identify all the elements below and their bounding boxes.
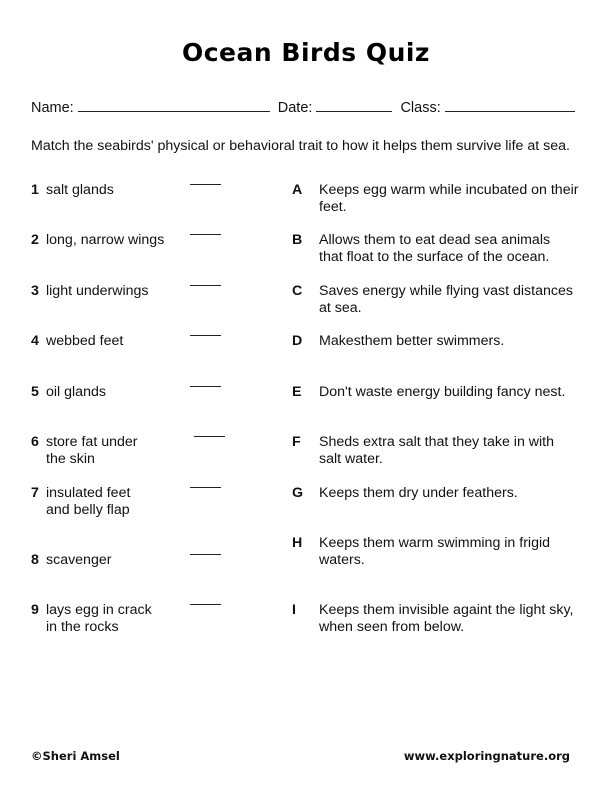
trait-number: 8 — [31, 552, 39, 568]
date-label: Date: — [277, 100, 313, 116]
class-field[interactable] — [445, 97, 575, 112]
answer-text: Keeps them invisible againt the light sky, when seen from below. — [319, 602, 574, 635]
trait-number: 6 — [31, 434, 39, 450]
answer-text: Don't waste energy building fancy nest. — [319, 384, 566, 400]
answer-letter: C — [292, 283, 303, 299]
date-field[interactable] — [316, 97, 392, 112]
answer-blank[interactable] — [190, 285, 221, 286]
answer-text: Allows them to eat dead sea animals that float to the surface of the ocean. — [319, 232, 551, 265]
trait-number: 2 — [31, 232, 39, 248]
answer-blank[interactable] — [190, 487, 221, 488]
answer-letter: G — [292, 485, 304, 501]
answer-text: Keeps them warm swimming in frigid waters. — [319, 535, 551, 568]
trait-number: 7 — [31, 485, 39, 501]
name-field[interactable] — [78, 97, 270, 112]
answer-blank[interactable] — [190, 604, 221, 605]
answer-letter: A — [292, 182, 303, 198]
answer-text: Makesthem better swimmers. — [319, 333, 505, 349]
trait-text: light underwings — [46, 283, 149, 299]
trait-number: 5 — [31, 384, 39, 400]
answer-text: Keeps egg warm while incubated on their feet. — [319, 182, 579, 215]
answer-letter: I — [292, 602, 296, 618]
trait-text: oil glands — [46, 384, 106, 400]
answer-text: Sheds extra salt that they take in with salt water. — [319, 434, 555, 467]
trait-text: long, narrow wings — [46, 232, 165, 248]
answer-blank[interactable] — [190, 386, 221, 387]
trait-number: 9 — [31, 602, 39, 618]
answer-blank[interactable] — [194, 436, 225, 437]
name-label: Name: — [31, 100, 74, 116]
trait-text: store fat under the skin — [46, 434, 138, 467]
answer-text: Saves energy while flying vast distances at sea. — [319, 283, 573, 316]
website-link[interactable]: www.exploringnature.org — [403, 749, 570, 763]
trait-number: 1 — [31, 182, 39, 198]
answer-letter: F — [292, 434, 301, 450]
trait-text: salt glands — [46, 182, 114, 198]
instructions: Match the seabirds' physical or behavioral trait to how it helps them survive life at sea. — [31, 138, 570, 154]
answer-letter: B — [292, 232, 303, 248]
answer-letter: D — [292, 333, 303, 349]
answer-blank[interactable] — [190, 554, 221, 555]
answer-blank[interactable] — [190, 184, 221, 185]
student-info-row — [31, 97, 579, 116]
answer-letter: H — [292, 535, 303, 551]
trait-text: lays egg in crack in the rocks — [46, 602, 152, 635]
class-label: Class: — [400, 100, 441, 116]
answer-letter: E — [292, 384, 302, 400]
copyright-notice: ©Sheri Amsel — [31, 749, 120, 763]
page-title: Ocean Birds Quiz — [181, 38, 430, 67]
answer-blank[interactable] — [190, 335, 221, 336]
trait-text: scavenger — [46, 552, 112, 568]
answer-text: Keeps them dry under feathers. — [319, 485, 518, 501]
trait-number: 4 — [31, 333, 39, 349]
trait-number: 3 — [31, 283, 39, 299]
trait-text: webbed feet — [46, 333, 124, 349]
answer-blank[interactable] — [190, 234, 221, 235]
trait-text: insulated feet and belly flap — [46, 485, 131, 518]
